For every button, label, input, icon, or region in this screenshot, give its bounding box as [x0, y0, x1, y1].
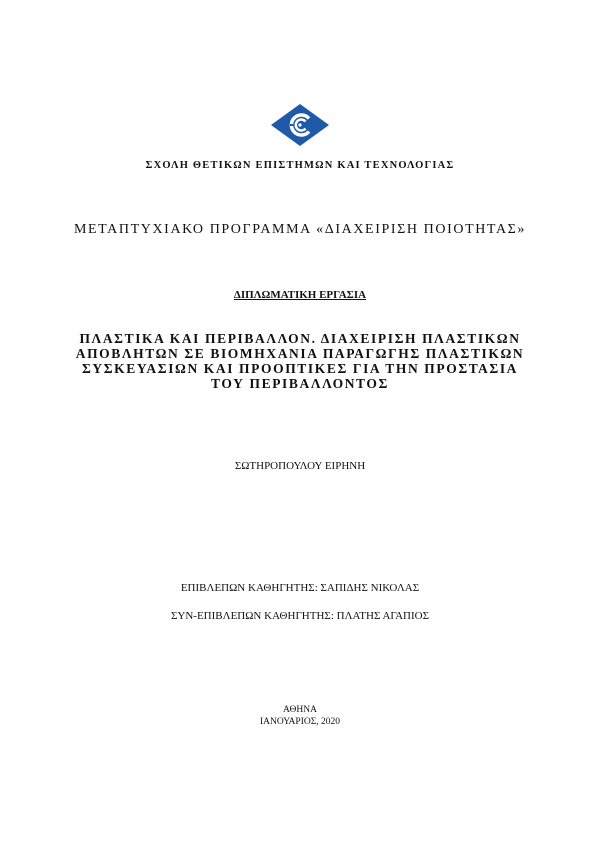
school-name: ΣΧΟΛΗ ΘΕΤΙΚΩΝ ΕΠΙΣΤΗΜΩΝ ΚΑΙ ΤΕΧΝΟΛΟΓΙΑΣ — [145, 160, 455, 171]
program-name: ΜΕΤΑΠΤΥΧΙΑΚΟ ΠΡΟΓΡΑΜΜΑ «ΔΙΑΧΕΙΡΙΣΗ ΠΟΙΟΤΗΤΑΣ» — [73, 222, 527, 237]
co-supervisor-line: ΣΥΝ-ΕΠΙΒΛΕΠΩΝ ΚΑΘΗΓΗΤΗΣ: ΠΛΑΤΗΣ ΑΓΑΠΙΟΣ — [171, 610, 429, 622]
supervisor-line: ΕΠΙΒΛΕΠΩΝ ΚΑΘΗΓΗΤΗΣ: ΣΑΠΙΔΗΣ ΝΙΚΟΛΑΣ — [180, 582, 420, 594]
author-name: ΣΩΤΗΡΟΠΟΥΛΟΥ ΕΙΡΗΝΗ — [234, 460, 366, 472]
thesis-title-line: ΤΟΥ ΠΕΡΙΒΑΛΛΟΝΤΟΣ — [211, 376, 389, 391]
thesis-type-heading: ΔΙΠΛΩΜΑΤΙΚΗ ΕΡΓΑΣΙΑ — [233, 289, 367, 301]
thesis-title-line: ΑΠΟΒΛΗΤΩΝ ΣΕ ΒΙΟΜΗΧΑΝΙΑ ΠΑΡΑΓΩΓΗΣ ΠΛΑΣΤΙΚΩΝ — [75, 346, 525, 361]
thesis-title-line: ΣΥΣΚΕΥΑΣΙΩΝ ΚΑΙ ΠΡΟΟΠΤΙΚΕΣ ΓΙΑ ΤΗΝ ΠΡΟΣΤΑΣΙΑ — [81, 361, 519, 376]
date-line: ΙΑΝΟΥΑΡΙΟΣ, 2020 — [259, 717, 341, 727]
thesis-title-line: ΠΛΑΣΤΙΚΑ ΚΑΙ ΠΕΡΙΒΑΛΛΟΝ. ΔΙΑΧΕΙΡΙΣΗ ΠΛΑΣΤΙΚΩΝ — [79, 331, 521, 346]
university-emblem-icon — [270, 103, 330, 147]
thesis-title — [60, 331, 540, 391]
city-line: ΑΘΗΝΑ — [283, 705, 317, 715]
